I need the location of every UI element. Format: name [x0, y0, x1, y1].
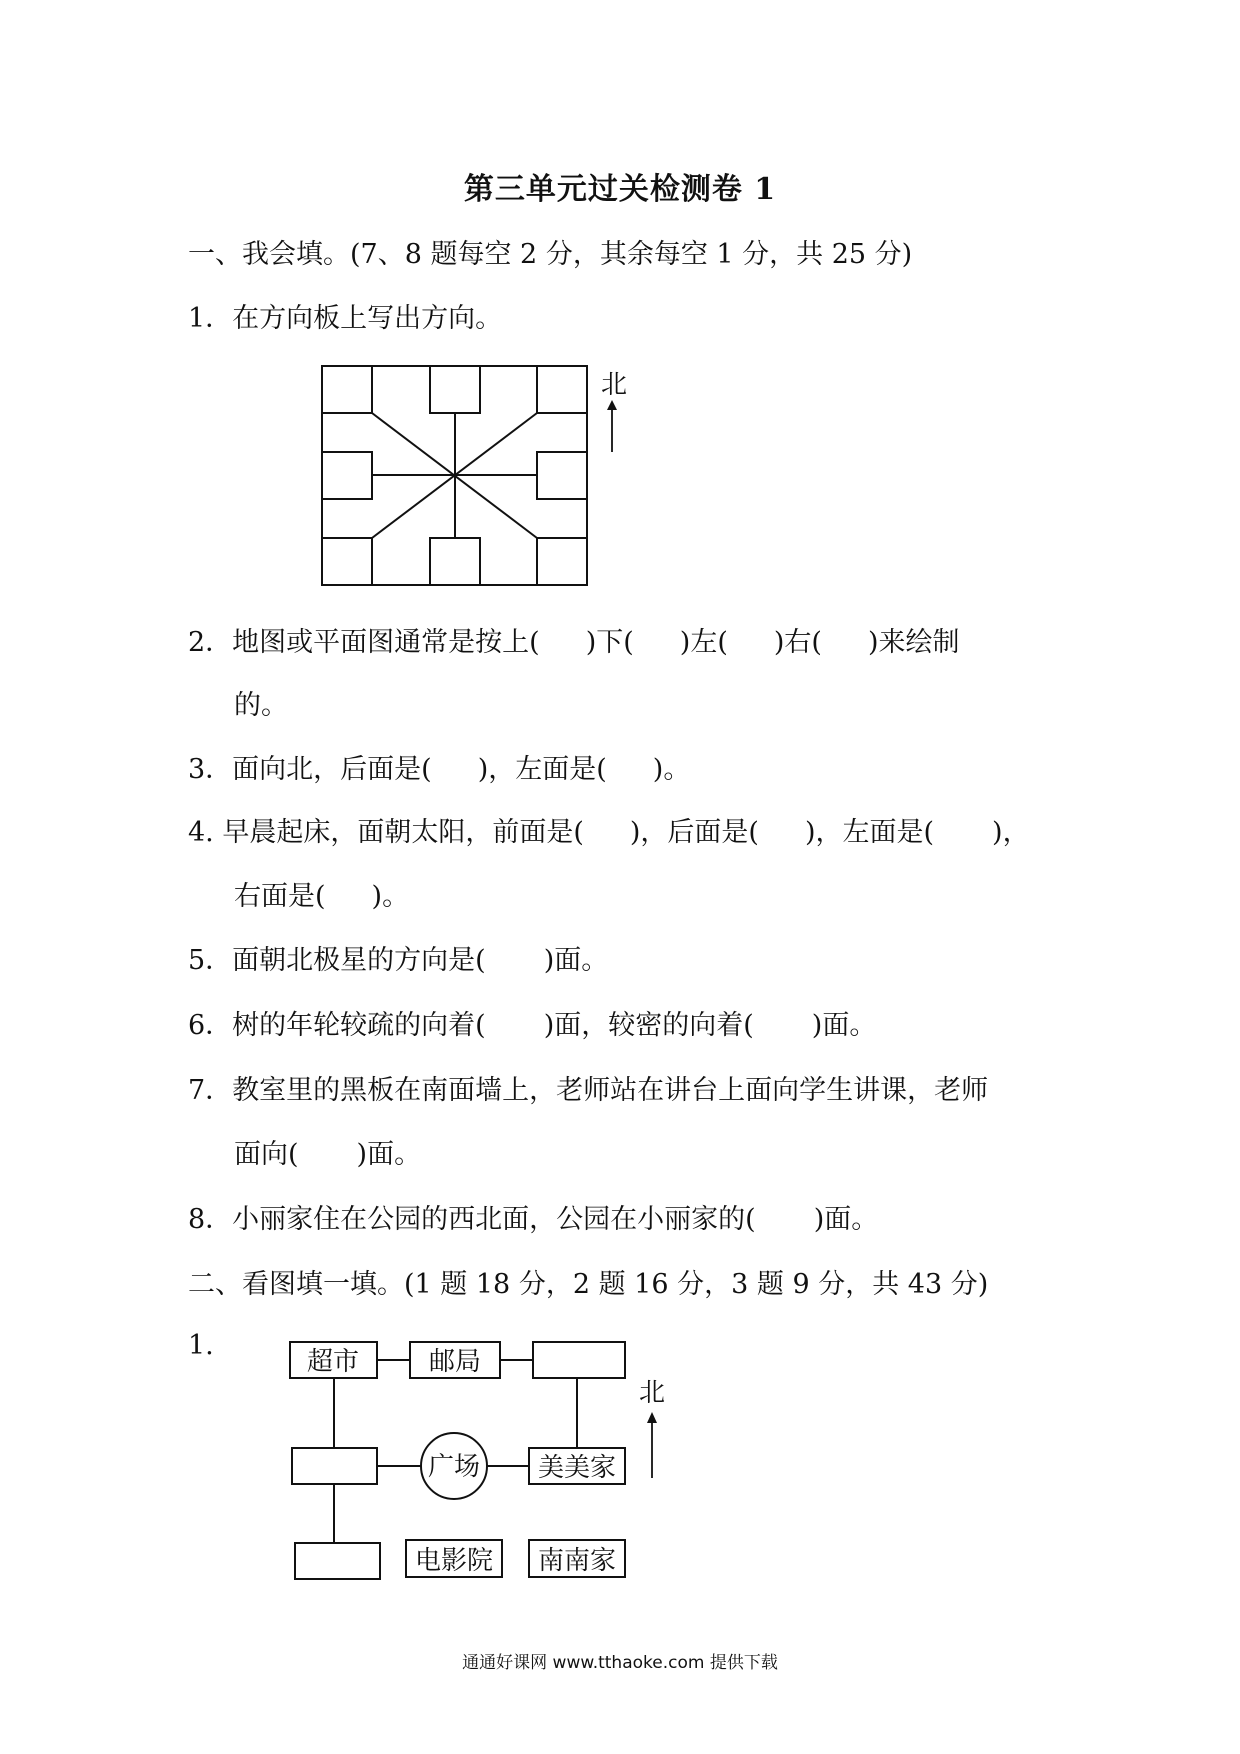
- label-supermarket: 超市: [306, 1347, 360, 1377]
- footer: 通通好课网 www.tthaoke.com 提供下载: [462, 1653, 778, 1673]
- question-1: 1．在方向板上写出方向。: [188, 303, 503, 334]
- box-west: [322, 452, 372, 499]
- box-southwest: [322, 538, 372, 585]
- question-4-continued: 右面是( )。: [234, 881, 410, 912]
- map-north-label: 北: [638, 1378, 666, 1408]
- north-arrow-icon: [604, 400, 620, 454]
- question-3: 3．面向北，后面是( )，左面是( )。: [188, 754, 691, 785]
- box-blank-northeast: [533, 1342, 625, 1378]
- box-northeast: [537, 366, 587, 413]
- box-east: [537, 452, 587, 499]
- label-post-office: 邮局: [428, 1347, 482, 1377]
- box-blank-west: [292, 1448, 377, 1484]
- section2-heading: 二、看图填一填。(1 题 18 分，2 题 16 分，3 题 9 分，共 43 分): [188, 1269, 989, 1300]
- town-map: [280, 1330, 700, 1590]
- page-title: 第三单元过关检测卷 1: [463, 172, 777, 207]
- box-blank-southwest: [295, 1543, 380, 1579]
- box-northwest: [322, 366, 372, 413]
- label-square: 广场: [427, 1452, 481, 1482]
- question-4: 4. 早晨起床，面朝太阳，前面是( )，后面是( )，左面是( )，: [188, 817, 1030, 848]
- section1-heading: 一、我会填。(7、8 题每空 2 分，其余每空 1 分，共 25 分): [188, 239, 913, 270]
- north-label: 北: [601, 370, 628, 400]
- label-cinema: 电影院: [414, 1546, 494, 1576]
- question-8: 8．小丽家住在公园的西北面，公园在小丽家的( )面。: [188, 1204, 879, 1235]
- question-7: 7．教室里的黑板在南面墙上，老师站在讲台上面向学生讲课，老师: [188, 1075, 989, 1106]
- question-2: 2．地图或平面图通常是按上( )下( )左( )右( )来绘制: [188, 627, 960, 658]
- label-nannan-home: 南南家: [537, 1546, 617, 1576]
- question-5: 5．面朝北极星的方向是( )面。: [188, 945, 609, 976]
- question-2-continued: 的。: [234, 690, 288, 721]
- question-7-continued: 面向( )面。: [234, 1139, 422, 1170]
- box-south: [430, 538, 480, 585]
- section2-question-1-label: 1.: [188, 1330, 214, 1361]
- question-6: 6．树的年轮较疏的向着( )面，较密的向着( )面。: [188, 1010, 877, 1041]
- label-meimei-home: 美美家: [537, 1453, 617, 1483]
- box-southeast: [537, 538, 587, 585]
- map-north-arrow-icon: [647, 1412, 657, 1478]
- box-north: [430, 366, 480, 413]
